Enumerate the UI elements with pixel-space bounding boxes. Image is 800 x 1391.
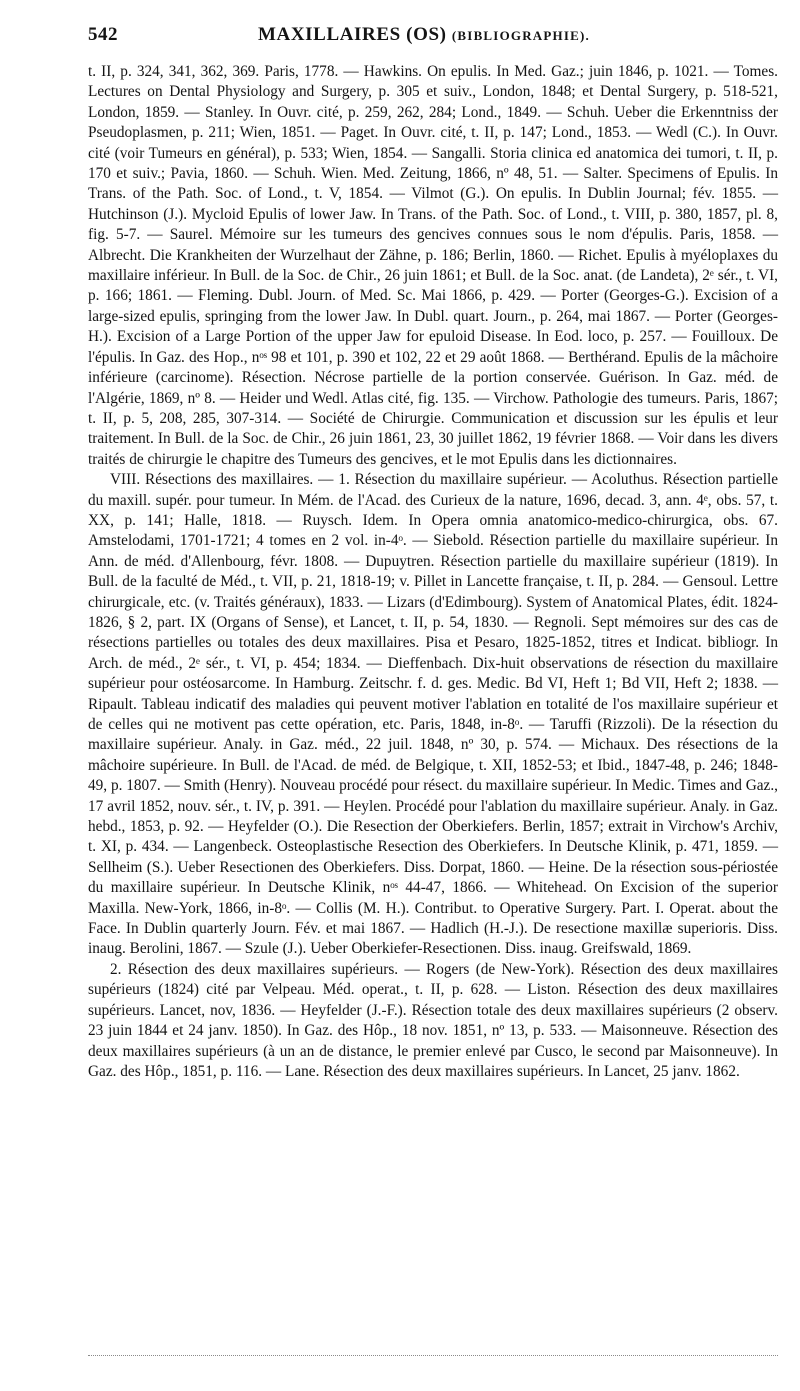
page-body	[88, 62, 778, 1082]
running-head-title: MAXILLAIRES (OS)	[258, 24, 447, 45]
resection-deux-maxillaires-paragraph: 2. Résection des deux maxillaires supérieurs. — Rogers (de New-York). Résection des deux maxillaires supérieurs (1824) cité par Velpeau. Méd. operat., t. II, p. 628. — Liston. Résection des deux maxillaires supérieurs. Lancet, nov, 1836. — Heyfelder (J.-F.). Résection totale des deux maxillaires supérieurs (2 observ. 23 juin 1844 et 24 janv. 1850). In Gaz. des Hôp., 18 nov. 1851, nº 13, p. 533. — Maisonneuve. Résection des deux maxillaires supérieurs (à un an de distance, le premier enlevé par Cusco, le second par Maisonneuve). In Gaz. des Hôp., 1851, p. 116. — Lane. Résection des deux maxillaires supérieurs. In Lancet, 25 janv. 1862.	[88, 960, 778, 1080]
footer-dotted-rule	[88, 1355, 778, 1356]
section-viii-paragraph: VIII. Résections des maxillaires. — 1. Résection du maxillaire supérieur. — Acoluthus. Résection partielle du maxill. supér. pour tumeur. In Mém. de l'Acad. des Curieux de la nature, 1696, decad. 3, ann. 4ᵉ, obs. 57, t. XX, p. 141; Halle, 1818. — Ruysch. Idem. In Opera omnia anatomico-medico-chirurgica, obs. 67. Amstelodami, 1701-1721; 4 tomes en 2 vol. in-4ᵒ. — Siebold. Résection partielle du maxillaire supérieur. In Ann. de méd. d'Allenbourg, févr. 1808. — Dupuytren. Résection partielle du maxillaire supérieur (1819). In Bull. de la faculté de Méd., t. VII, p. 21, 1818-19; v. Pillet in Lancette française, t. II, p. 284. — Gensoul. Lettre chirurgicale, etc. (v. Traités généraux), 1833. — Lizars (d'Edimbourg). System of Anatomical Plates, édit. 1824-1826, § 2, part. IX (Organs of Sense), et Lancet, t. II, p. 54, 1830. — Regnoli. Sept mémoires sur des cas de résections partielles ou totales des deux maxillaires. Pisa et Pesaro, 1825-1852, titres et Indicat. bibliogr. In Arch. de méd., 2ᵉ sér., t. VI, p. 454; 1834. — Dieffenbach. Dix-huit observations de résection du maxillaire supérieur pour ostéosarcome. In Hamburg. Zeitschr. f. d. ges. Medic. Bd VI, Heft 1; Bd VII, Heft 2; 1838. — Ripault. Tableau indicatif des maladies qui peuvent motiver l'ablation en totalité de l'os maxillaire supérieur et de celles qui ne motivent pas cette opération, etc. Paris, 1848, in-8ᵒ. — Taruffi (Rizzoli). De la résection du maxillaire supérieur. Analy. in Gaz. méd., 22 juil. 1848, nº 30, p. 574. — Michaux. Des résections de la mâchoire supérieure. In Bull. de l'Acad. de méd. de Belgique, t. XII, 1852-53; et Ibid., 1847-48, p. 246; 1848-49, p. 1807. — Smith (Henry). Nouveau procédé pour résect. du maxillaire supérieur. In Medic. Times and Gaz., 17 avril 1852, nouv. sér., t. IV, p. 391. — Heylen. Procédé pour l'ablation du maxillaire supérieur. Analy. in Gaz. hebd., 1853, p. 92. — Heyfelder (O.). Die Resection der Oberkiefers. Berlin, 1857; extrait in Virchow's Archiv, t. XI, p. 434. — Langenbeck. Osteoplastische Resection des Oberkiefers. In Deutsche Klinik, p. 471, 1859. — Sellheim (S.). Ueber Resectionen des Oberkiefers. Diss. Dorpat, 1860. — Heine. De la résection sous-périostée du maxillaire supérieur. In Deutsche Klinik, nᵒˢ 44-47, 1866. — Whitehead. On Excision of the superior Maxilla. New-York, 1866, in-8ᵒ. — Collis (M. H.). Contribut. to Operative Surgery. Part. I. Operat. about the Face. In Dublin quarterly Journ. Fév. et mai 1867. — Hadlich (H.-J.). De resectione maxillæ superioris. Diss. inaug. Berolini, 1867. — Szule (J.). Ueber Oberkiefer-Resectionen. Diss. inaug. Greifswald, 1869.	[88, 471, 778, 958]
page-number: 542	[88, 24, 118, 45]
epulis-bibliography-paragraph: t. II, p. 324, 341, 362, 369. Paris, 1778. — Hawkins. On epulis. In Med. Gaz.; juin 1846, p. 1021. — Tomes. Lectures on Dental Physiology and Surgery, p. 305 et suiv., London, 1848; et Dental Surgery, p. 518-521, London, 1859. — Stanley. In Ouvr. cité, p. 259, 262, 284; Lond., 1849. — Schuh. Ueber die Erkenntniss der Pseudoplasmen, p. 211; Wien, 1851. — Paget. In Ouvr. cité, t. II, p. 147; Lond., 1853. — Wedl (C.). In Ouvr. cité (voir Tumeurs en général), p. 533; Wien, 1854. — Sangalli. Storia clinica ed anatomica dei tumori, t. II, p. 170 et suiv.; Pavia, 1860. — Schuh. Wien. Med. Zeitung, 1866, nº 48, 51. — Salter. Specimens of Epulis. In Trans. of the Path. Soc. of Lond., t. V, 1854. — Vilmot (G.). On epulis. In Dublin Journal; fév. 1855. — Hutchinson (J.). Mycloid Epulis of lower Jaw. In Trans. of the Path. Soc. of Lond., t. VIII, p. 380, 1857, pl. 8, fig. 5-7. — Saurel. Mémoire sur les tumeurs des gencives connues sous le nom d'épulis. Paris, 1858. — Albrecht. Die Krankheiten der Wurzelhaut der Zähne, p. 186; Berlin, 1860. — Richet. Epulis à myéloplaxes du maxillaire inférieur. In Bull. de la Soc. de Chir., 26 juin 1861; et Bull. de la Soc. anat. (de Landeta), 2ᵉ sér., t. VI, p. 166; 1861. — Fleming. Dubl. Journ. of Med. Sc. Mai 1866, p. 429. — Porter (Georges-G.). Excision of a large-sized epulis, springing from the lower Jaw. In Dubl. quart. Journ., p. 264, mai 1867. — Porter (Georges-H.). Excision of a Large Portion of the upper Jaw for epuloid Disease. In Eod. loco, p. 257. — Fouilloux. De l'épulis. In Gaz. des Hop., nᵒˢ 98 et 101, p. 390 et 102, 22 et 29 août 1868. — Berthérand. Epulis de la mâchoire inférieure (carcinome). Résection. Nécrose partielle de la portion conservée. Guérison. In Gaz. méd. de l'Algérie, 1869, nº 8. — Heider und Wedl. Atlas cité, fig. 135. — Virchow. Pathologie des tumeurs. Paris, 1867; t. II, p. 5, 208, 285, 307-314. — Société de Chirurgie. Communication et discussion sur les épulis et leur traitement. In Bull. de la Soc. de Chir., 26 juin 1861, 23, 30 juillet 1862, 19 février 1868. — Voir dans les divers traités de chirurgie le chapitre des Tumeurs des gencives, et le mot Epulis dans les dictionnaires.	[88, 63, 778, 468]
running-head	[258, 24, 590, 46]
page-header	[88, 22, 778, 56]
running-head-subtitle: (BIBLIOGRAPHIE).	[451, 28, 590, 43]
book-page	[88, 22, 778, 1082]
